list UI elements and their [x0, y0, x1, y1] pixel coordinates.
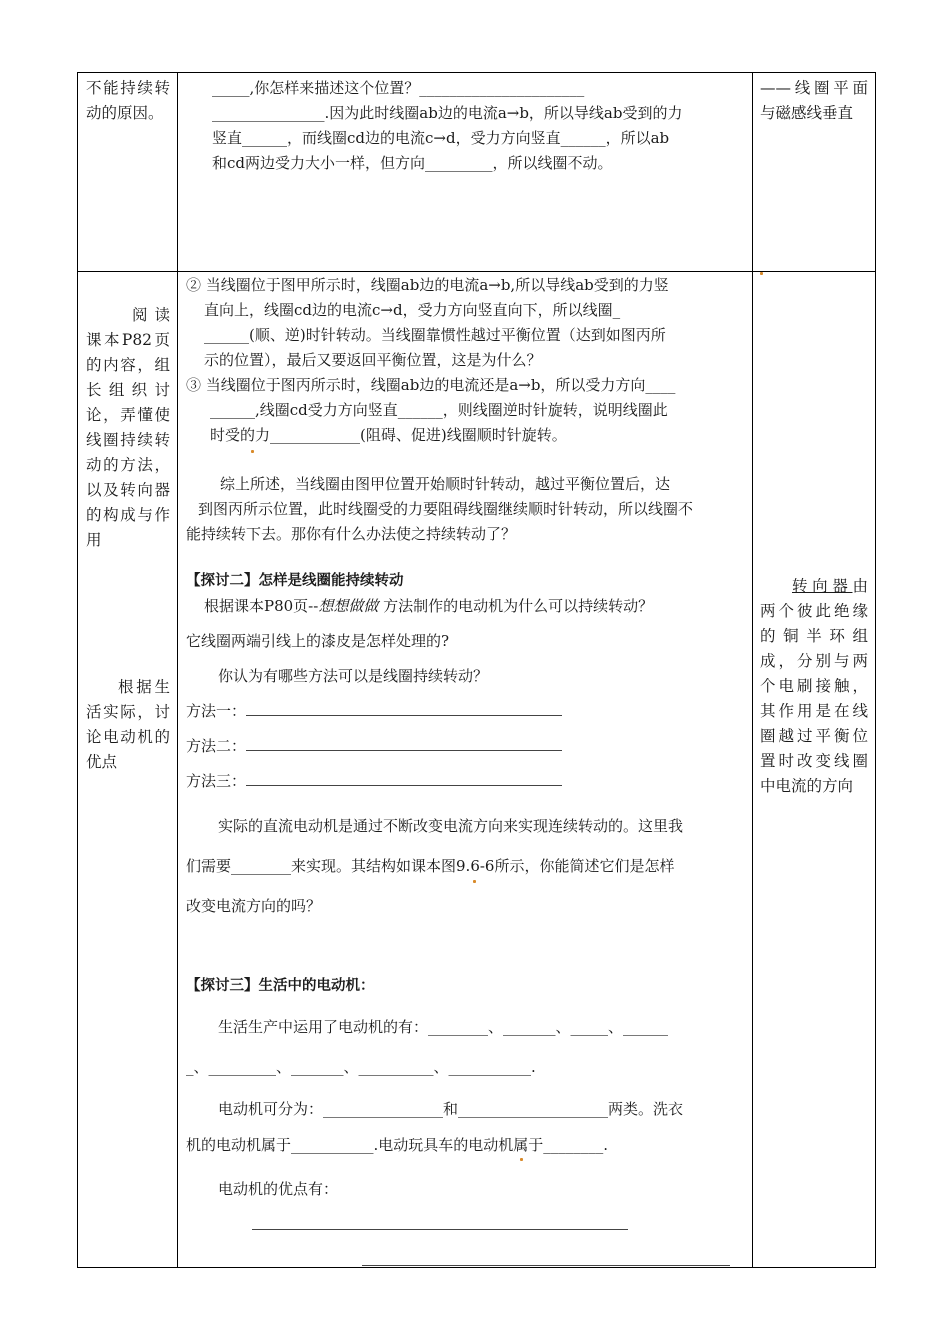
paragraph-summary: 综上所述，当线圈由图甲位置开始顺时针转动，越过平衡位置后，达 到图丙所示位置，此时线圈受的力要阻碍线圈继续顺时针转动，所以线圈不 能持续转下去。那你有什么办法使之持续转动了？ [186, 475, 694, 543]
discussion-two-question-2: 它线圈两端引线上的漆皮是怎样处理的? [186, 632, 450, 650]
discussion-two-question-3: 你认为有哪些方法可以是线圈持续转动？ [218, 667, 489, 685]
advantages-blank-1 [252, 1228, 628, 1230]
paragraph-motor-types: 电动机可分为：________________和____________________两类。洗衣 机的电动机属于___________.电动玩具车的电动机属于________. [186, 1100, 684, 1154]
row2-left-block-discuss: 根据生活实际，讨论电动机的优点 [86, 678, 170, 771]
column-divider-1 [177, 72, 178, 1268]
row1-left-text: 不能持续转动的原因。 [86, 79, 170, 122]
method-two-blank [246, 749, 562, 751]
scan-mark [760, 272, 763, 275]
paragraph-real-motor: 实际的直流电动机是通过不断改变电流方向来实现连续转动的。这里我 们需要________来实现。其结构如课本图9.6-6所示，你能简述它们是怎样 改变电流方向的吗？ [186, 817, 684, 915]
row2-middle-content [186, 273, 746, 1279]
commutator-term: 转向器 [792, 577, 853, 595]
row-divider [77, 271, 876, 272]
scan-mark [473, 880, 476, 883]
paragraph-life-uses: 生活生产中运用了电动机的有：________、_______、_____、______ _、_________、_______、__________、___________. [186, 1018, 669, 1076]
row2-left-block-reading: 阅读课本P82页的内容，组长组织讨论，弄懂使线圈持续转动的方法，以及转向器的构成与作用 [86, 306, 170, 549]
scan-mark [520, 1158, 523, 1161]
row1-line-3: 竖直______，而线圈cd边的电流c→d，受力方向竖直______，所以ab [212, 129, 670, 147]
discussion-two-question-1: 根据课本P80页--想想做做 方法制作的电动机为什么可以持续转动？ [204, 597, 654, 615]
scan-mark [251, 450, 254, 453]
column-divider-2 [752, 72, 753, 1268]
motor-advantages-row: 电动机的优点有： [186, 1171, 746, 1243]
discussion-three-title: 【探讨三】生活中的电动机： [186, 978, 375, 994]
paragraph-case-bing: ③ 当线圈位于图丙所示时，线圈ab边的电流还是a→b，所以受力方向____ ______,线圈cd受力方向竖直______，则线圈逆时针旋转，说明线圈此 时受的力____________(阻碍、促进)线圈顺时针旋转。 [186, 376, 676, 444]
row1-line-2: _______________.因为此时线圈ab边的电流a→b，所以导线ab受到的力 [212, 104, 683, 122]
row1-middle-text [212, 76, 746, 176]
advantages-blank-2 [362, 1264, 730, 1266]
method-three-blank [246, 784, 562, 786]
motor-advantages-row-2 [186, 1243, 746, 1279]
discussion-two-title: 【探讨二】怎样是线圈能持续转动 [186, 573, 404, 589]
method-three-row: 方法三： [186, 769, 746, 794]
method-two-row: 方法二： [186, 734, 746, 759]
method-one-blank [246, 714, 562, 716]
row1-line-4: 和cd两边受力大小一样，但方向_________，所以线圈不动。 [212, 154, 613, 172]
row2-right-note-commutator: 转向器由两个彼此绝缘的铜半环组成，分别与两个电刷接触，其作用是在线圈越过平衡位置时改变线圈中电流的方向 [760, 577, 868, 795]
row1-line-1: _____,你怎样来描述这个位置？______________________ [212, 79, 585, 97]
method-one-row: 方法一： [186, 699, 746, 724]
paragraph-case-jia: ② 当线圈位于图甲所示时，线圈ab边的电流a→b,所以导线ab受到的力竖 直向上，线圈cd边的电流c→d，受力方向竖直向下，所以线圈_ ______(顺、逆)时针转动。当线圈靠惯性越过平衡位置（达到如图丙所 示的位置），最后又要返回平衡位置，这是为什么？ [186, 276, 669, 369]
row1-right-note: ——线圈平面与磁感线垂直 [760, 79, 868, 122]
